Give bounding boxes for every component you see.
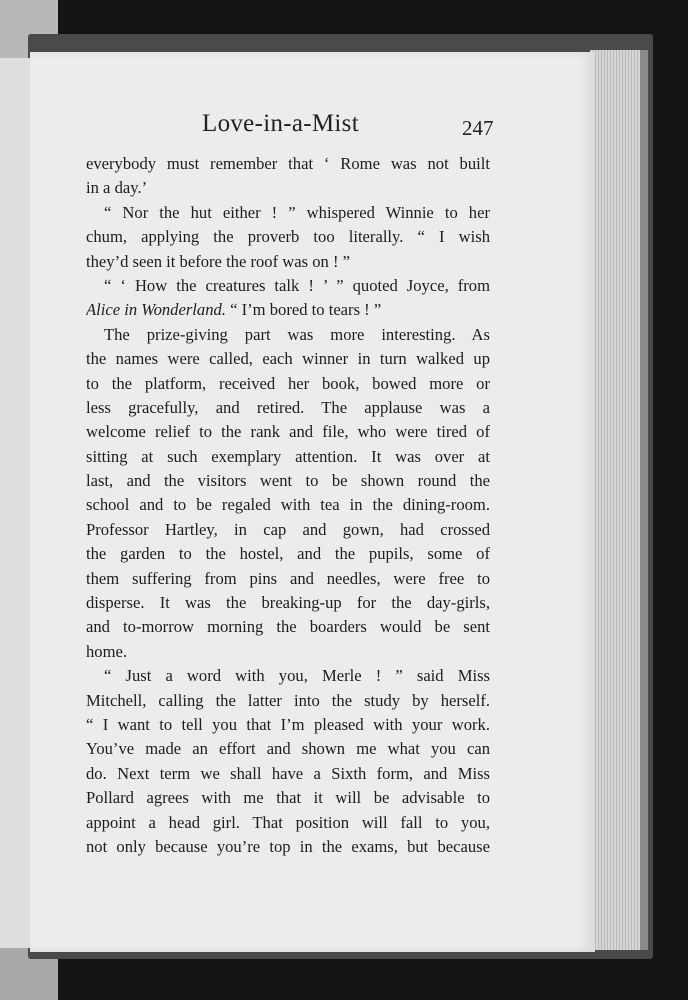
- text-line: “ I want to tell you that I’m pleased with your work.: [86, 714, 490, 734]
- text-line: everybody must remember that ‘ Rome was not built: [86, 154, 490, 173]
- text-line: the names were called, each winner in turn walked up: [86, 349, 490, 369]
- text-line: appoint a head girl. That position will fall to you,: [86, 812, 490, 832]
- text-line: Alice in Wonderland. “ I’m bored to tears ! ”: [86, 300, 382, 320]
- text-line: “ ‘ How the creatures talk ! ’ ” quoted Joyce, from: [104, 275, 490, 295]
- text-line: school and to be regaled with tea in the dining-room.: [86, 495, 490, 515]
- book-title-italic: Alice in Wonderland.: [86, 300, 226, 320]
- facing-page-edge: [0, 58, 33, 948]
- text-line: sitting at such exemplary attention. It was over at: [86, 446, 490, 466]
- text-line: less gracefully, and retired. The applause was a: [86, 397, 490, 417]
- text-line: and to-morrow morning the boarders would be sent: [86, 617, 490, 637]
- text-line: the garden to the hostel, and the pupils, some of: [86, 544, 490, 564]
- text-line: Professor Hartley, in cap and gown, had crossed: [86, 519, 490, 539]
- text-line: home.: [86, 641, 128, 661]
- page-header: [30, 110, 595, 144]
- text-line: The prize-giving part was more interesting. As: [104, 324, 490, 344]
- running-title: Love-in-a-Mist: [202, 110, 359, 137]
- text-line: do. Next term we shall have a Sixth form, and Miss: [86, 763, 490, 783]
- text-line: in a day.’: [86, 178, 148, 198]
- text-line: Pollard agrees with me that it will be advisable to: [86, 788, 490, 808]
- text-line: “ Just a word with you, Merle ! ” said Miss: [104, 666, 490, 686]
- book-page: [30, 52, 595, 952]
- text-line: chum, applying the proverb too literally. “ I wish: [86, 227, 490, 247]
- text-line: they’d seen it before the roof was on ! ”: [86, 251, 351, 271]
- page-edges: [590, 50, 648, 950]
- body-text: [86, 152, 490, 859]
- text-line: welcome relief to the rank and file, who were tired of: [86, 422, 490, 442]
- text-line: disperse. It was the breaking-up for the day-girls,: [86, 593, 490, 613]
- page-number: 247: [462, 116, 494, 140]
- text-line: You’ve made an effort and shown me what you can: [86, 739, 490, 759]
- text-line: “ Nor the hut either ! ” whispered Winnie to her: [104, 202, 490, 222]
- text-line: to the platform, received her book, bowed more or: [86, 373, 490, 393]
- text-line: not only because you’re top in the exams, but because: [86, 836, 490, 856]
- text-line: last, and the visitors went to be shown round the: [86, 471, 490, 491]
- text-line: Mitchell, calling the latter into the study by herself.: [86, 690, 490, 710]
- text-line: them suffering from pins and needles, were free to: [86, 568, 490, 588]
